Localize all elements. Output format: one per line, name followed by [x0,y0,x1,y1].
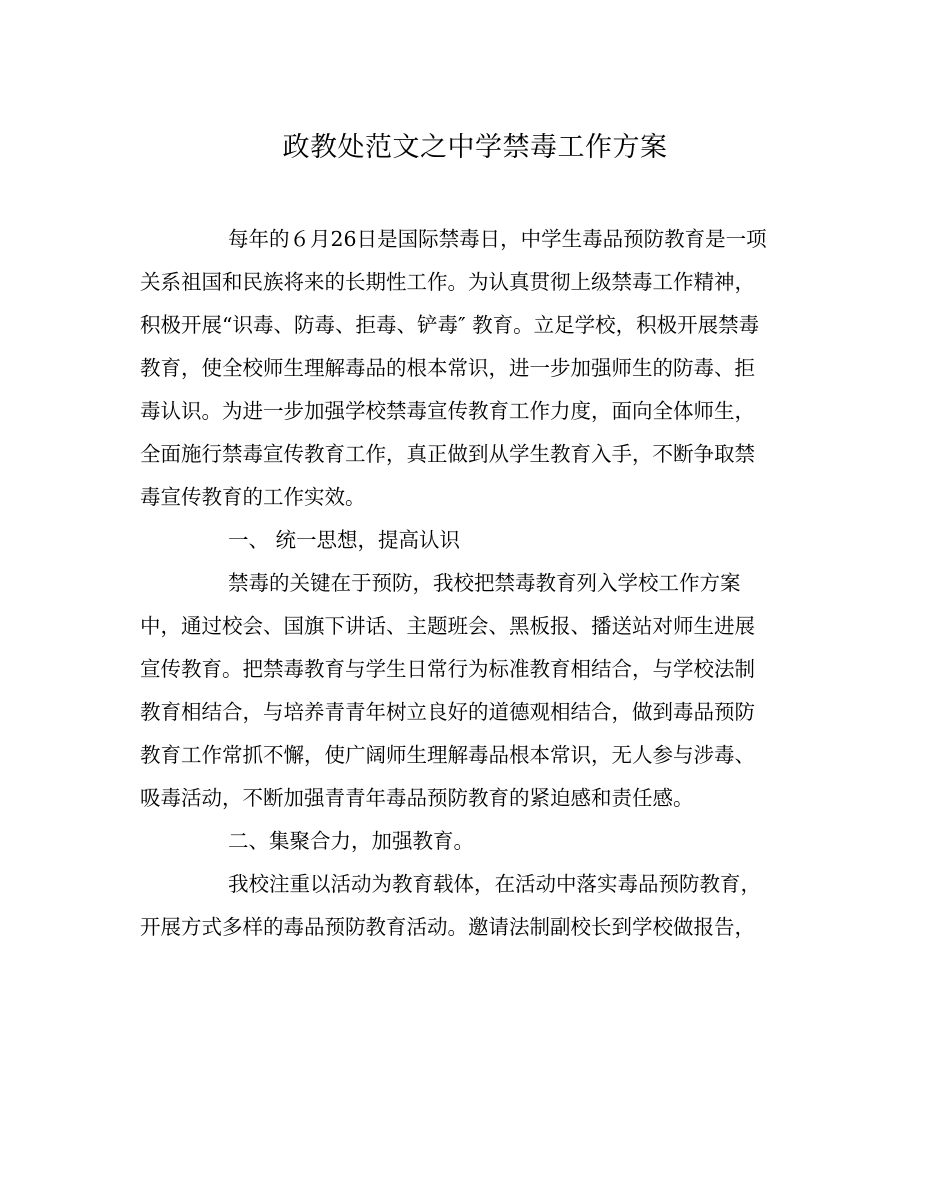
paragraph-line: 禁毒的关键在于预防，我校把禁毒教育列入学校工作方案 [228,571,741,595]
paragraph-line: 毒宣传教育的工作实效。 [140,485,366,509]
paragraph-line: 我校注重以活动为教育载体，在活动中落实毒品预防教育， [228,872,761,896]
paragraph-line: 吸毒活动，不断加强青青年毒品预防教育的紧迫感和责任感。 [140,786,694,810]
paragraph-line: 中，通过校会、国旗下讲话、主题班会、黑板报、播送站对师生进展 [140,614,755,638]
document-title: 政教处范文之中学禁毒工作方案 [282,132,668,163]
paragraph-line: 开展方式多样的毒品预防教育活动。邀请法制副校长到学校做报告， [140,915,755,939]
paragraph-line: 宣传教育。把禁毒教育与学生日常行为标准教育相结合，与学校法制 [140,657,755,681]
paragraph-line: 每年的６月26日是国际禁毒日，中学生毒品预防教育是一项 [228,227,767,251]
paragraph-line: 全面施行禁毒宣传教育工作，真正做到从学生教育入手，不断争取禁 [140,442,755,466]
document-body [140,218,805,949]
section-heading: 一、 统一思想，提高认识 [228,528,461,552]
section-heading: 二、集聚合力，加强教育。 [228,829,474,853]
paragraph-line: 教育工作常抓不懈，使广阔师生理解毒品根本常识，无人参与涉毒、 [140,743,755,767]
paragraph-line: 关系祖国和民族将来的长期性工作。为认真贯彻上级禁毒工作精神， [140,270,755,294]
paragraph-line: 毒认识。为进一步加强学校禁毒宣传教育工作力度，面向全体师生， [140,399,755,423]
paragraph-line: 教育相结合，与培养青青年树立良好的道德观相结合，做到毒品预防 [140,700,755,724]
paragraph-line: 积极开展“识毒、防毒、拒毒、铲毒″ 教育。立足学校，积极开展禁毒 [140,313,760,337]
paragraph-line: 教育，使全校师生理解毒品的根本常识，进一步加强师生的防毒、拒 [140,356,755,380]
